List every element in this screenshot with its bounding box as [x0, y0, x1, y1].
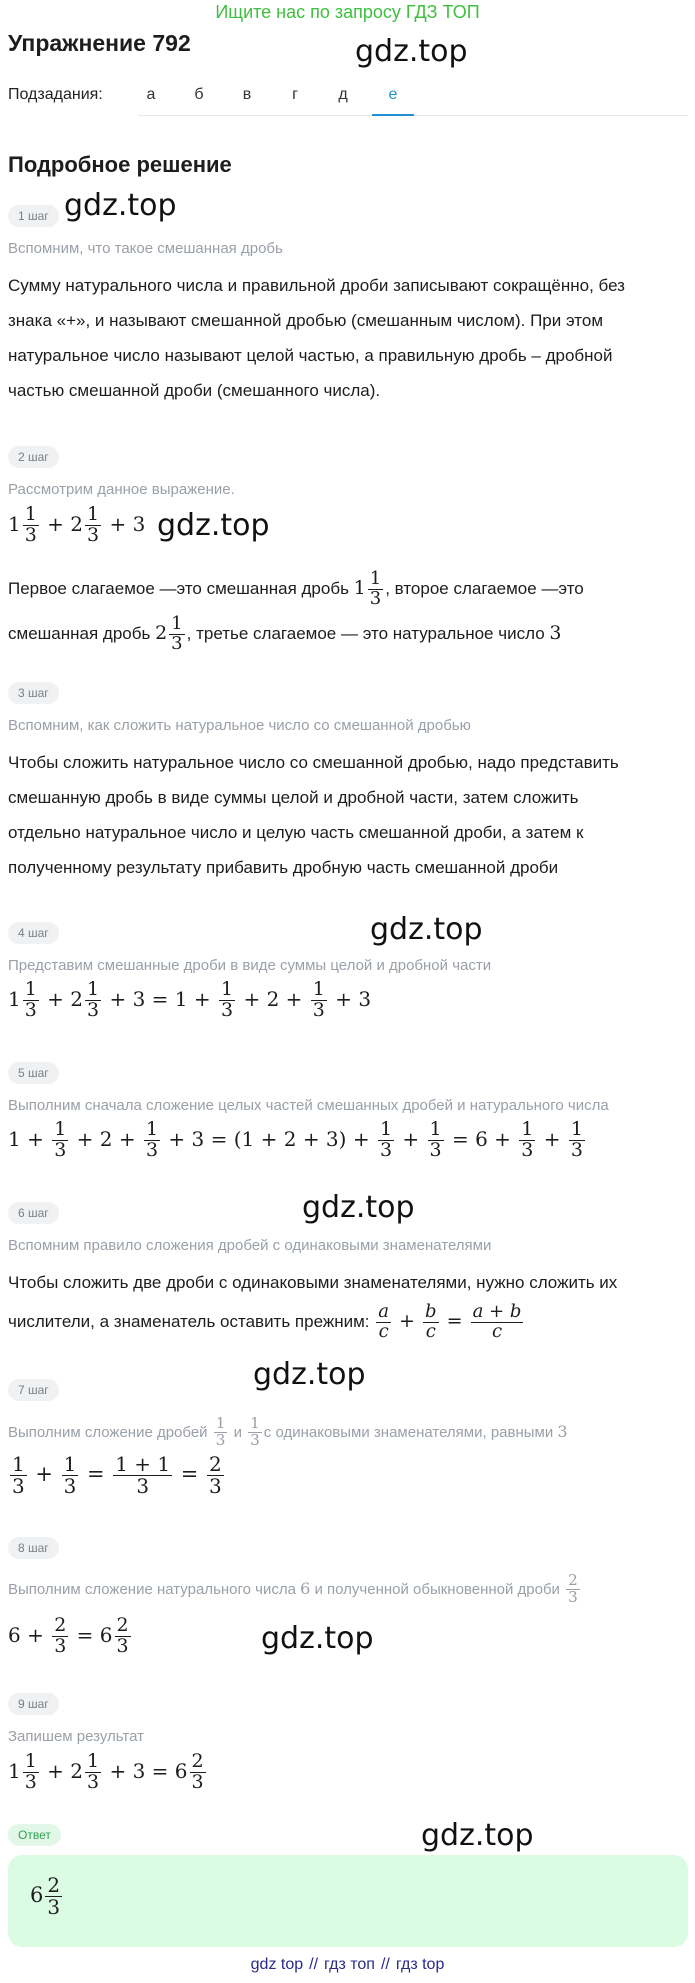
step-hint: Выполним сложение натурального числа 6 и полученной обыкновенной дроби $\frac{2}{3}$	[8, 1571, 578, 1606]
math-expression: 1 + $\frac{1}{3}$ + 2 + $\frac{1}{3}$ + 3 = (1 + 2 + 3) + $\frac{1}{3}$ + $\frac{1}{3}$ = 6 + $\frac{1}{3}$ + $\frac{1}{3}$	[8, 1118, 583, 1161]
tab-d[interactable]: д	[338, 86, 348, 103]
footer-link[interactable]: гдз топ	[324, 1956, 375, 1973]
step-badge: 4 шаг	[8, 922, 59, 944]
step-hint: Представим смешанные дроби в виде суммы целой и дробной части	[8, 957, 492, 974]
footer-link[interactable]: gdz top	[250, 1956, 304, 1973]
math-expression: 1 $\frac{1}{3}$ + 2 $\frac{1}{3}$ + 3	[8, 503, 146, 546]
search-banner: Ищите нас по запросу ГДЗ ТОП	[215, 2, 480, 22]
step-text	[8, 745, 683, 885]
text-line: Чтобы сложить натуральное число со смешанной дробью, надо представить	[8, 753, 619, 772]
tab-e[interactable]: е	[372, 86, 414, 104]
step-badge: 1 шаг	[8, 205, 59, 227]
separator: //	[309, 1956, 319, 1973]
step-hint: Выполним сложение дробей $\frac{1}{3}$ и $\frac{1}{3}$ с одинаковыми знаменателями, равными 3	[8, 1414, 568, 1449]
step-hint: Выполним сначала сложение целых частей смешанных дробей и натурального числа	[8, 1097, 609, 1114]
step-text: Первое слагаемое —это смешанная дробь 1 $\frac{1}{3}$ , второе слагаемое —это смешанная дробь 2 $\frac{1}{3}$ , третье слагаемое — это натуральное число 3	[8, 567, 584, 654]
math-expression: 1 $\frac{1}{3}$ + 2 $\frac{1}{3}$ + 3 = 6 $\frac{2}{3}$	[8, 1750, 204, 1793]
page-title: Упражнение 792	[8, 30, 191, 56]
subtasks-label: Подзадания:	[8, 86, 103, 103]
text-line: знака «+», и называют смешанной дробью (смешанным числом). При этом	[8, 311, 603, 330]
footer-link[interactable]: гдз top	[395, 1956, 445, 1973]
step-badge: 9 шаг	[8, 1693, 59, 1715]
text-line: отдельно натуральное число и целую часть смешанной дроби, а затем к	[8, 823, 584, 842]
watermark: gdz.top	[302, 1190, 415, 1225]
step-text: числители, а знаменатель оставить прежним: $\frac{a}{c}$ + $\frac{b}{c}$ = $\frac{a + b}{c}$	[8, 1300, 522, 1342]
answer-badge: Ответ	[8, 1824, 61, 1846]
text-line: частью смешанной дроби (смешанного числа).	[8, 381, 381, 400]
step-text	[8, 1265, 683, 1300]
watermark: gdz.top	[261, 1621, 374, 1656]
text-line: полученному результату прибавить дробную часть смешанной дроби	[8, 858, 559, 877]
text-line: Чтобы сложить две дроби с одинаковыми знаменателями, нужно сложить их	[8, 1273, 618, 1292]
watermark: gdz.top	[421, 1818, 534, 1853]
step-badge: 3 шаг	[8, 682, 59, 704]
watermark: gdz.top	[355, 34, 468, 69]
math-expression: 1 $\frac{1}{3}$ + 2 $\frac{1}{3}$ + 3 = 1 + $\frac{1}{3}$ + 2 + $\frac{1}{3}$ + 3	[8, 978, 372, 1021]
step-badge: 7 шаг	[8, 1379, 59, 1401]
step-hint: Вспомним, как сложить натуральное число со смешанной дробью	[8, 717, 471, 734]
tab-g[interactable]: г	[292, 86, 298, 103]
step-hint: Запишем результат	[8, 1728, 144, 1745]
text-line: натуральное число называют целой частью, а правильную дробь – дробной	[8, 346, 613, 365]
step-badge: 2 шаг	[8, 446, 59, 468]
watermark: gdz.top	[157, 508, 270, 543]
watermark: gdz.top	[370, 912, 483, 947]
answer-box	[8, 1855, 688, 1947]
step-hint: Рассмотрим данное выражение.	[8, 481, 235, 498]
step-text	[8, 268, 683, 408]
step-badge: 8 шаг	[8, 1537, 59, 1559]
math-expression: 6 + $\frac{2}{3}$ = 6 $\frac{2}{3}$	[8, 1614, 129, 1657]
subtasks-bar	[8, 82, 688, 116]
answer-value: 6 $\frac{2}{3}$	[30, 1873, 61, 1919]
watermark: gdz.top	[64, 188, 177, 223]
text-line: смешанную дробь в виде суммы целой и дробной части, затем сложить	[8, 788, 579, 807]
watermark: gdz.top	[253, 1357, 366, 1392]
footer-links	[0, 1956, 695, 1974]
step-badge: 6 шаг	[8, 1202, 59, 1224]
step-hint: Вспомним, что такое смешанная дробь	[8, 240, 283, 257]
tab-a[interactable]: а	[146, 86, 156, 103]
text-line: Сумму натурального числа и правильной дроби записывают сокращённо, без	[8, 276, 625, 295]
tab-v[interactable]: в	[242, 86, 252, 103]
math-expression: $\frac{1}{3}$ + $\frac{1}{3}$ = $\frac{1 + 1}{3}$ = $\frac{2}{3}$	[12, 1452, 222, 1498]
step-badge: 5 шаг	[8, 1062, 59, 1084]
solution-heading: Подробное решение	[8, 152, 232, 177]
separator: //	[380, 1956, 390, 1973]
step-hint: Вспомним правило сложения дробей с одинаковыми знаменателями	[8, 1237, 492, 1254]
tab-b[interactable]: б	[194, 86, 204, 103]
